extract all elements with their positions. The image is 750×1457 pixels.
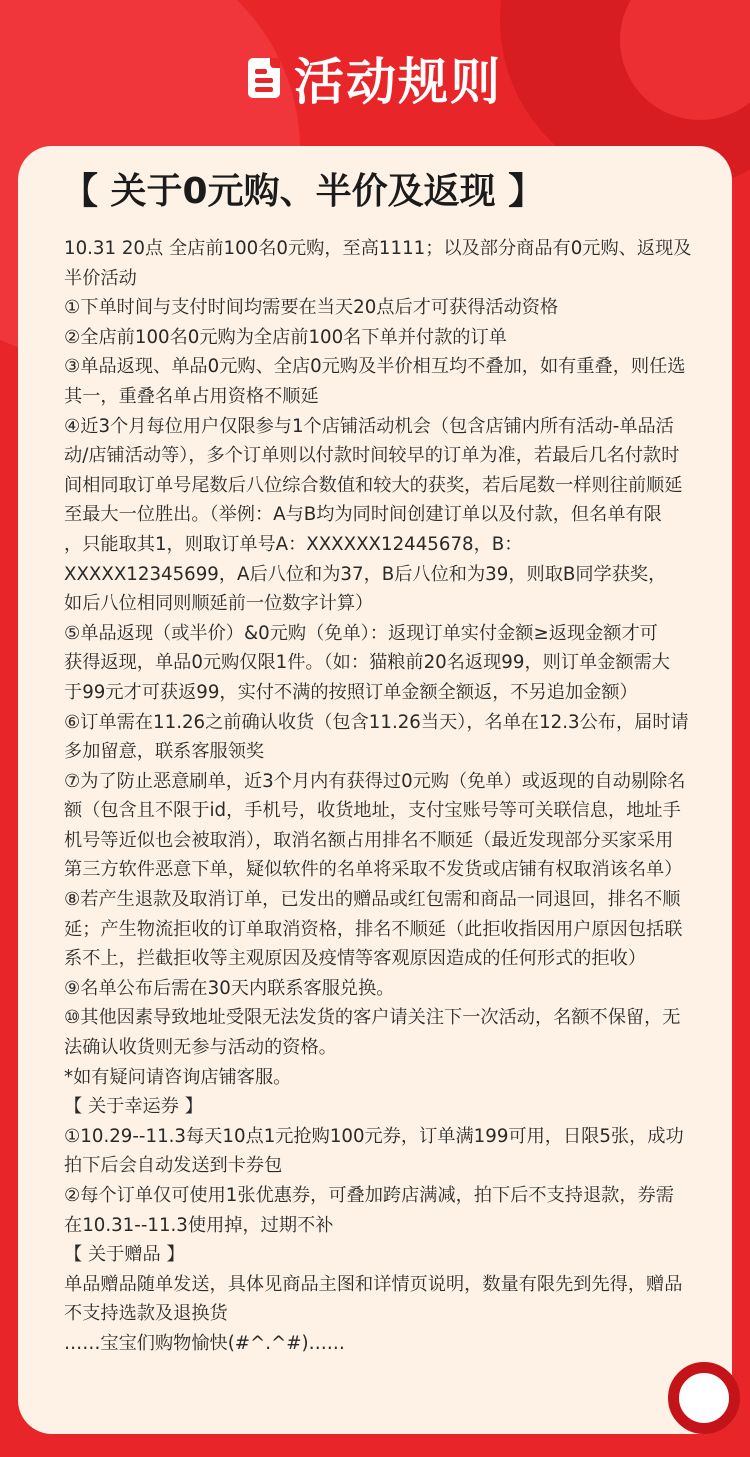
rule-line: 单品赠品随单发送，具体见商品主图和详情页说明，数量有限先到先得，赠品 (64, 1273, 683, 1295)
rule-line: 【 关于幸运券 】 (64, 1096, 203, 1118)
rule-line: 至最大一位胜出。（举例：A与B均为同时间创建订单以及付款，但名单有限 (64, 504, 662, 526)
rule-line: ……宝宝们购物愉快(#^.^#)…… (64, 1332, 345, 1354)
rule-line: ⑨名单公布后需在30天内联系客服兑换。 (64, 977, 395, 999)
rule-line: 多加留意，联系客服领奖 (64, 741, 265, 763)
rule-line: 第三方软件恶意下单，疑似软件的名单将采取不发货或店铺有权取消该名单） (64, 859, 683, 881)
rule-line: 动/店铺活动等），多个订单则以付款时间较早的订单为准，若最后几名付款时 (64, 445, 680, 467)
page-title: 活动规则 (294, 53, 502, 111)
floating-circle-button[interactable] (668, 1362, 740, 1434)
rule-line: 于99元才可获返99，实付不满的按照订单金额全额返，不另追加金额） (64, 681, 638, 703)
rule-line: 在10.31--11.3使用掉，过期不补 (64, 1214, 334, 1236)
rule-line: 机号等近似也会被取消），取消名额占用排名不顺延（最近发现部分买家采用 (64, 829, 674, 851)
page-header (0, 42, 750, 114)
rule-line: ⑤单品返现（或半价）&0元购（免单）：返现订单实付金额≥返现金额才可 (64, 622, 658, 644)
rule-line: XXXXX12345699，A后八位和为37，B后八位和为39，则取B同学获奖， (64, 563, 667, 585)
rule-line: 10.31 20点 全店前100名0元购，至高1111；以及部分商品有0元购、返现及 (64, 238, 692, 259)
rule-line: ，只能取其1，则取订单号A：XXXXXX12445678，B： (64, 533, 523, 555)
rule-line: 如后八位相同则顺延前一位数字计算） (64, 593, 374, 615)
rule-line: ①10.29--11.3每天10点1元抢购100元券，订单满199可用，日限5张，成功 (64, 1125, 684, 1147)
rule-line: ③单品返现、单品0元购、全店0元购及半价相互均不叠加，如有重叠，则任选 (64, 356, 686, 378)
rule-line: 间相同取订单号尾数后八位综合数值和较大的获奖，若后尾数一样则往前顺延 (64, 474, 683, 496)
rule-line: 半价活动 (64, 267, 137, 289)
document-icon (248, 58, 280, 98)
rule-line: 延；产生物流拒收的订单取消资格，排名不顺延（此拒收指因用户原因包括联 (64, 918, 683, 940)
rule-line: 不支持选款及退换货 (64, 1303, 228, 1325)
rule-line: 获得返现，单品0元购仅限1件。（如：猫粮前20名返现99，则订单金额需大 (64, 652, 670, 674)
section-title: 【 关于0元购、半价及返现 】 (62, 171, 545, 212)
rule-line: 额（包含且不限于id，手机号，收货地址，支付宝账号等可关联信息，地址手 (64, 800, 681, 822)
rule-line: 【 关于赠品 】 (64, 1244, 185, 1266)
rules-card (18, 146, 732, 1434)
rule-line: ⑦为了防止恶意刷单，近3个月内有获得过0元购（免单）或返现的自动剔除名 (64, 770, 686, 792)
rule-line: 拍下后会自动发送到卡券包 (64, 1155, 283, 1177)
rule-line: 法确认收货则无参与活动的资格。 (64, 1037, 337, 1059)
rule-line: ⑩其他因素导致地址受限无法发货的客户请关注下一次活动，名额不保留，无 (64, 1007, 681, 1029)
rule-line: ⑥订单需在11.26之前确认收货（包含11.26当天），名单在12.3公布，届时请 (64, 711, 689, 733)
rule-line: ②全店前100名0元购为全店前100名下单并付款的订单 (64, 326, 507, 348)
rule-line: 系不上，拦截拒收等主观原因及疫情等客观原因造成的任何形式的拒收） (64, 948, 647, 970)
rule-line: ①下单时间与支付时间均需要在当天20点后才可获得活动资格 (64, 297, 559, 319)
rule-line: ②每个订单仅可使用1张优惠券，可叠加跨店满减，拍下后不支持退款，券需 (64, 1185, 674, 1206)
rule-line: *如有疑问请咨询店铺客服。 (64, 1066, 292, 1088)
rule-line: ⑧若产生退款及取消订单，已发出的赠品或红包需和商品一同退回，排名不顺 (64, 889, 681, 911)
rule-line: ④近3个月每位用户仅限参与1个店铺活动机会（包含店铺内所有活动-单品活 (64, 415, 674, 437)
rules-text (64, 234, 706, 1359)
rule-line: 其一，重叠名单占用资格不顺延 (64, 385, 319, 407)
